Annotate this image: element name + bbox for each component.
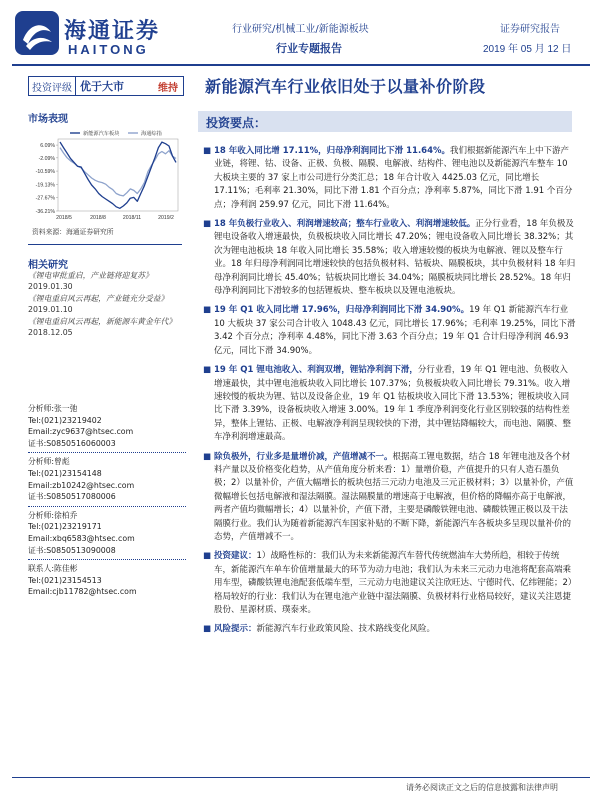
market-chart-svg <box>28 125 188 223</box>
series-line <box>60 148 176 196</box>
key-point-body: 新能源汽车行业政策风险、技术路线变化风险。 <box>256 624 436 635</box>
market-performance-chart <box>28 125 188 223</box>
related-date: 2019.01.10 <box>28 305 73 314</box>
y-tick-label: -10.59% <box>35 169 55 176</box>
bullet-icon: ■ <box>203 219 212 230</box>
y-tick-label: -19.13% <box>35 182 55 189</box>
legend-label: 海通综指 <box>141 131 162 137</box>
analyst-phone: Tel:(021)23154148 <box>28 468 102 478</box>
key-point-body: 我们根据新能源汽车上中下游产业链，将锂、钴、设备、正极、负极、隔膜、电解液、结构件、锂电池以及新能源汽车整车 10 大板块主要的 37 家上市公司进行分类汇总；18 年合计收入 4425.03 亿元，同比增长 17.11%；毛利率 21.30%，同比下滑 1.81 个百分点；净利率 5.87%，同比下滑 1.91 个百分点；净利润 259.97 亿元，同比下滑 11.64%。 <box>214 146 573 210</box>
bullet-icon: ■ <box>203 305 212 316</box>
key-point-head: 投资建议： <box>214 551 257 562</box>
plot-frame <box>58 139 178 211</box>
haitong-logo-mark-icon <box>14 10 60 56</box>
bullet-icon: ■ <box>203 551 212 562</box>
logo-english-name: HAITONG <box>68 42 149 57</box>
key-point <box>202 623 576 636</box>
footer-divider <box>12 777 590 778</box>
key-point <box>202 218 576 298</box>
x-tick-label: 2019/2 <box>158 215 174 221</box>
key-point-body: 正分行业看，18 年负极及锂电设备收入增速最快，负极板块收入同比增长 47.20%；锂电设备收入同比增长 38.32%；其次为锂电池板块 18 年收入同比增长 35.58%；收入增速较慢的板块为电解液、锂以及整车行业。18 年归母净利润同比增速较快的包括负极材料、钴板块、隔膜板块，其中负极材料 18 年归母净利润同比增长 45.40%；钴板块同比增长 34.04%；隔膜板块同比增长 28.52%。18 年归母净利润同比下滑较多的包括锂板块、整车板块以及锂电池板块。 <box>214 219 576 297</box>
key-point <box>202 145 576 212</box>
analyst-cert: 证书:S0850517080006 <box>28 492 116 502</box>
left-divider <box>28 244 182 245</box>
list-item[interactable] <box>28 270 186 292</box>
rating-value: 优于大市 <box>80 80 124 93</box>
bullet-icon: ■ <box>203 624 212 635</box>
key-point-head: 19 年 Q1 收入同比增 17.96%，归母净利润同比下滑 34.90%。 <box>214 305 470 316</box>
analyst-name: 分析师:徐柏乔 <box>28 510 78 520</box>
report-type: 行业专题报告 <box>276 42 342 55</box>
footer-disclaimer: 请务必阅读正文之后的信息披露和法律声明 <box>406 783 558 792</box>
y-tick-label: -27.67% <box>35 195 55 202</box>
key-point-head: 风险提示： <box>214 624 257 635</box>
related-date: 2018.12.05 <box>28 328 73 337</box>
y-tick-label: -36.21% <box>35 209 55 215</box>
related-section-title: 相关研究 <box>28 260 68 271</box>
key-point-head: 除负极外，行业多是量增价减，产值增减不一。 <box>214 451 393 462</box>
header-divider <box>12 64 590 66</box>
related-research-list <box>28 270 186 339</box>
key-point <box>202 451 576 545</box>
bullet-icon: ■ <box>203 146 212 156</box>
logo-chinese-name: 海通证券 <box>64 18 161 44</box>
list-item[interactable] <box>28 293 186 315</box>
key-point-head: 19 年 Q1 锂电池收入、利润双增，锂钴净利润下滑， <box>214 365 418 376</box>
list-item[interactable] <box>28 316 186 338</box>
analyst-email[interactable]: Email:xbq6583@htsec.com <box>28 533 135 543</box>
analyst-cert: 证书:S0850516060003 <box>28 438 116 448</box>
analyst-name: 分析师:曾彪 <box>28 457 70 467</box>
analyst-phone: Tel:(021)23219402 <box>28 415 102 425</box>
series-line <box>60 142 176 208</box>
x-tick-label: 2018/8 <box>90 215 106 221</box>
key-points-title: 投资要点： <box>206 116 267 130</box>
brand-label: 证券研究报告 <box>500 24 560 35</box>
analyst-cert: 证书:S0850513090008 <box>28 545 116 555</box>
chart-source: 资料来源：海通证券研究所 <box>32 228 114 236</box>
analyst-email[interactable]: Email:zb10242@htsec.com <box>28 480 135 490</box>
analyst-card <box>28 455 186 506</box>
report-categories: 行业研究/机械工业/新能源板块 <box>232 24 369 35</box>
key-point <box>202 304 576 358</box>
key-point <box>202 550 576 617</box>
key-point-body: 19 年 Q1 新能源汽车行业 10 大板块 37 家公司合计收入 1048.43 亿元，同比增长 17.96%；毛利率 19.25%，同比下滑 3.42 个百分点；净利率 4.48%，同比下滑 3.63 个百分点；19 年 Q1 合计归母净利润 46.93 亿元，同比下滑 34.90%。 <box>214 305 576 356</box>
haitong-logo <box>14 10 161 60</box>
key-point-body: 1）战略性标的：我们认为未来新能源汽车替代传统燃油车大势所趋，相较于传统车，新能源汽车单车价值增量最大的环节为动力电池；我们认为未来三元动力电池将配套高端乘用车型，磷酸铁锂电池配套低端车型，三元动力电池建议关注欣旺达、宁德时代、亿纬锂能；2）格局较好的行业：我们认为在锂电池产业链中湿法隔膜、负极材料行业格局较好，建议关注恩捷股份、星源材质、璞泰来。 <box>214 551 573 615</box>
analyst-phone: Tel:(021)23219171 <box>28 522 102 532</box>
related-title: 《锂电审批重启，产业链将迎复苏》 <box>28 271 153 280</box>
y-tick-label: 6.09% <box>40 143 55 150</box>
key-point-head: 18 年收入同比增 17.11%，归母净利润同比下滑 11.64%。 <box>214 146 451 156</box>
key-point-head: 18 年负极行业收入、利润增速较高；整车行业收入、利润增速较低。 <box>214 219 476 230</box>
analyst-list <box>28 402 186 603</box>
bullet-icon: ■ <box>203 451 212 462</box>
related-title: 《锂电重启风云再起，产业链充分受益》 <box>28 294 169 303</box>
analyst-email[interactable]: Email:cjb11782@htsec.com <box>28 587 137 597</box>
key-point <box>202 364 576 444</box>
rating-box <box>28 76 184 96</box>
related-date: 2019.01.30 <box>28 282 73 291</box>
x-tick-label: 2018/5 <box>56 215 72 221</box>
key-points-list <box>202 145 576 643</box>
report-title: 新能源汽车行业依旧处于以量补价阶段 <box>205 77 486 96</box>
related-title: 《锂电重启风云再起，新能源车黄金年代》 <box>28 317 177 326</box>
key-point-body: 分行业看，19 年 Q1 锂电池、负极收入增速最快，其中锂电池板块收入同比增长 107.37%；负极板块收入同比增长 79.31%。收入增速较慢的板块为锂、钴以及设备企业，19 年 Q1 钴板块收入同比下滑 13.53%；锂板块收入同比下滑 3.39%，设备板块收入增速 3.00%。19 年 1 季度净利润变化行业区别较强的结构性差异，整体上锂钴、正极、电解液净利润呈现较快的下滑，其中锂钴降幅较大，而电池、隔膜、整车净利润增速最高。 <box>214 365 572 443</box>
analyst-email[interactable]: Email:zyc9637@htsec.com <box>28 427 134 437</box>
legend-label: 新能源汽车板块 <box>83 131 120 137</box>
report-date: 2019 年 05 月 12 日 <box>483 44 572 55</box>
analyst-name: 分析师:张一弛 <box>28 404 78 413</box>
rating-label: 投资评级 <box>29 77 76 95</box>
analyst-card <box>28 509 186 560</box>
key-point-body: 根据高工锂电数据，结合 18 年锂电池及各个材料产量以及价格变化趋势，从产值角度分析来看：1）量增价稳，产值提升的只有人造石墨负极；2）以量补价，产值大幅增长的板块包括三元动力电池及三元正极材料；3）以量补价，产值微幅增长包括电解液和湿法隔膜。湿法隔膜量的增速高于电解液，但价格的降幅亦高于电解液，两者产值均微幅增长；4）以量补价，产值下滑，主要是磷酸铁锂电池、磷酸铁锂正极以及干法隔膜行业。我们认为随着新能源汽车国家补贴的不断下降，新能源汽车各板块多呈现以量补价的态势，产值增减不一。 <box>214 451 574 542</box>
analyst-card <box>28 562 186 601</box>
rating-keep: 维持 <box>158 82 178 94</box>
y-tick-label: -2.09% <box>38 155 55 162</box>
analyst-card <box>28 402 186 453</box>
bullet-icon: ■ <box>203 365 212 376</box>
analyst-phone: Tel:(021)23154513 <box>28 575 102 585</box>
analyst-name: 联系人:陈佳彬 <box>28 564 78 574</box>
market-section-title: 市场表现 <box>28 114 68 125</box>
x-tick-label: 2018/11 <box>122 215 142 221</box>
